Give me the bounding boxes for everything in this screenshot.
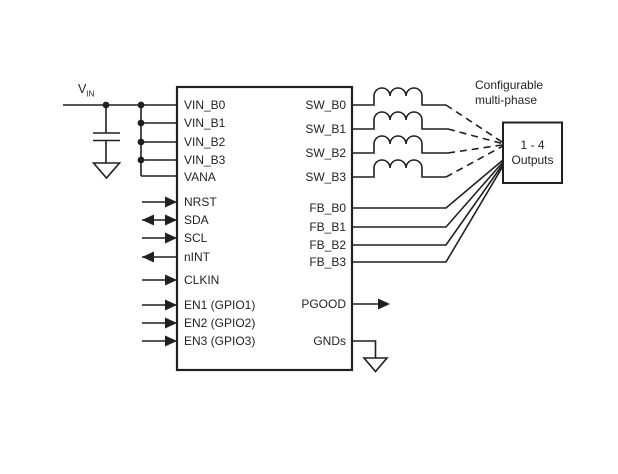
junction-dot — [138, 120, 145, 127]
pin-label-sw-b0: SW_B0 — [305, 98, 346, 112]
pin-label-vin-b1: VIN_B1 — [184, 116, 226, 130]
gnds-wire — [352, 341, 376, 358]
junction-dot — [103, 102, 110, 109]
vin-bus-wire — [141, 105, 177, 176]
scl-arrowhead-icon — [165, 233, 177, 244]
en3-arrowhead-icon — [165, 336, 177, 347]
nrst-arrowhead-icon — [165, 197, 177, 208]
inductor-sw-b0 — [352, 88, 446, 105]
vin-net-label-base: V — [78, 82, 87, 96]
output-box-text — [503, 123, 562, 183]
pin-label-sw-b2: SW_B2 — [305, 146, 346, 160]
en1-arrowhead-icon — [165, 300, 177, 311]
dashed-link-sw-b1 — [448, 129, 502, 144]
junction-dot — [138, 102, 145, 109]
vin-net-label-sub: IN — [86, 89, 95, 99]
output-box-line1: 1 - 4 — [520, 138, 545, 152]
gnds-ground-symbol — [364, 358, 387, 372]
pin-label-clkin: CLKIN — [184, 273, 220, 287]
multiphase-annotation-line1: Configurable — [475, 78, 544, 92]
multiphase-dashed-links — [446, 105, 502, 177]
pin-label-vin-b3: VIN_B3 — [184, 153, 226, 167]
inductor-sw-b2 — [352, 136, 448, 153]
pin-label-sw-b3: SW_B3 — [305, 170, 346, 184]
en2-arrowhead-icon — [165, 318, 177, 329]
cap-ground-symbol — [94, 163, 120, 178]
pin-label-scl: SCL — [184, 231, 208, 245]
pin-label-fb-b3: FB_B3 — [309, 255, 346, 269]
pin-label-sda: SDA — [184, 213, 209, 227]
output-box-line2: Outputs — [511, 153, 554, 167]
pin-label-en3: EN3 (GPIO3) — [184, 334, 256, 348]
pin-label-vana: VANA — [184, 170, 216, 184]
inductor-sw-b3 — [352, 160, 446, 177]
fb-b3-wire — [352, 166, 503, 262]
pin-label-gnds: GNDs — [313, 334, 346, 348]
inductor-sw-b1 — [352, 112, 448, 129]
pin-label-pgood: PGOOD — [301, 297, 346, 311]
pin-label-fb-b1: FB_B1 — [309, 220, 346, 234]
multiphase-annotation — [475, 78, 543, 108]
vin-net-label — [78, 82, 95, 99]
multiphase-annotation-line2: multi-phase — [475, 93, 538, 107]
pin-label-nrst: NRST — [184, 195, 217, 209]
pin-label-fb-b0: FB_B0 — [309, 201, 346, 215]
junction-dot — [138, 139, 145, 146]
clkin-arrowhead-icon — [165, 275, 177, 286]
sda-arrowhead-right-icon — [165, 215, 177, 226]
pin-label-vin-b0: VIN_B0 — [184, 98, 226, 112]
sda-arrowhead-left-icon — [142, 215, 154, 226]
junction-dot — [138, 157, 145, 164]
nint-arrowhead-icon — [142, 252, 154, 263]
pgood-arrowhead-icon — [378, 299, 390, 310]
pin-label-fb-b2: FB_B2 — [309, 238, 346, 252]
pin-label-nint: nINT — [184, 250, 211, 264]
pin-label-sw-b1: SW_B1 — [305, 122, 346, 136]
pin-label-vin-b2: VIN_B2 — [184, 135, 226, 149]
input-capacitor — [93, 105, 120, 163]
pin-label-en1: EN1 (GPIO1) — [184, 298, 256, 312]
pin-label-en2: EN2 (GPIO2) — [184, 316, 256, 330]
